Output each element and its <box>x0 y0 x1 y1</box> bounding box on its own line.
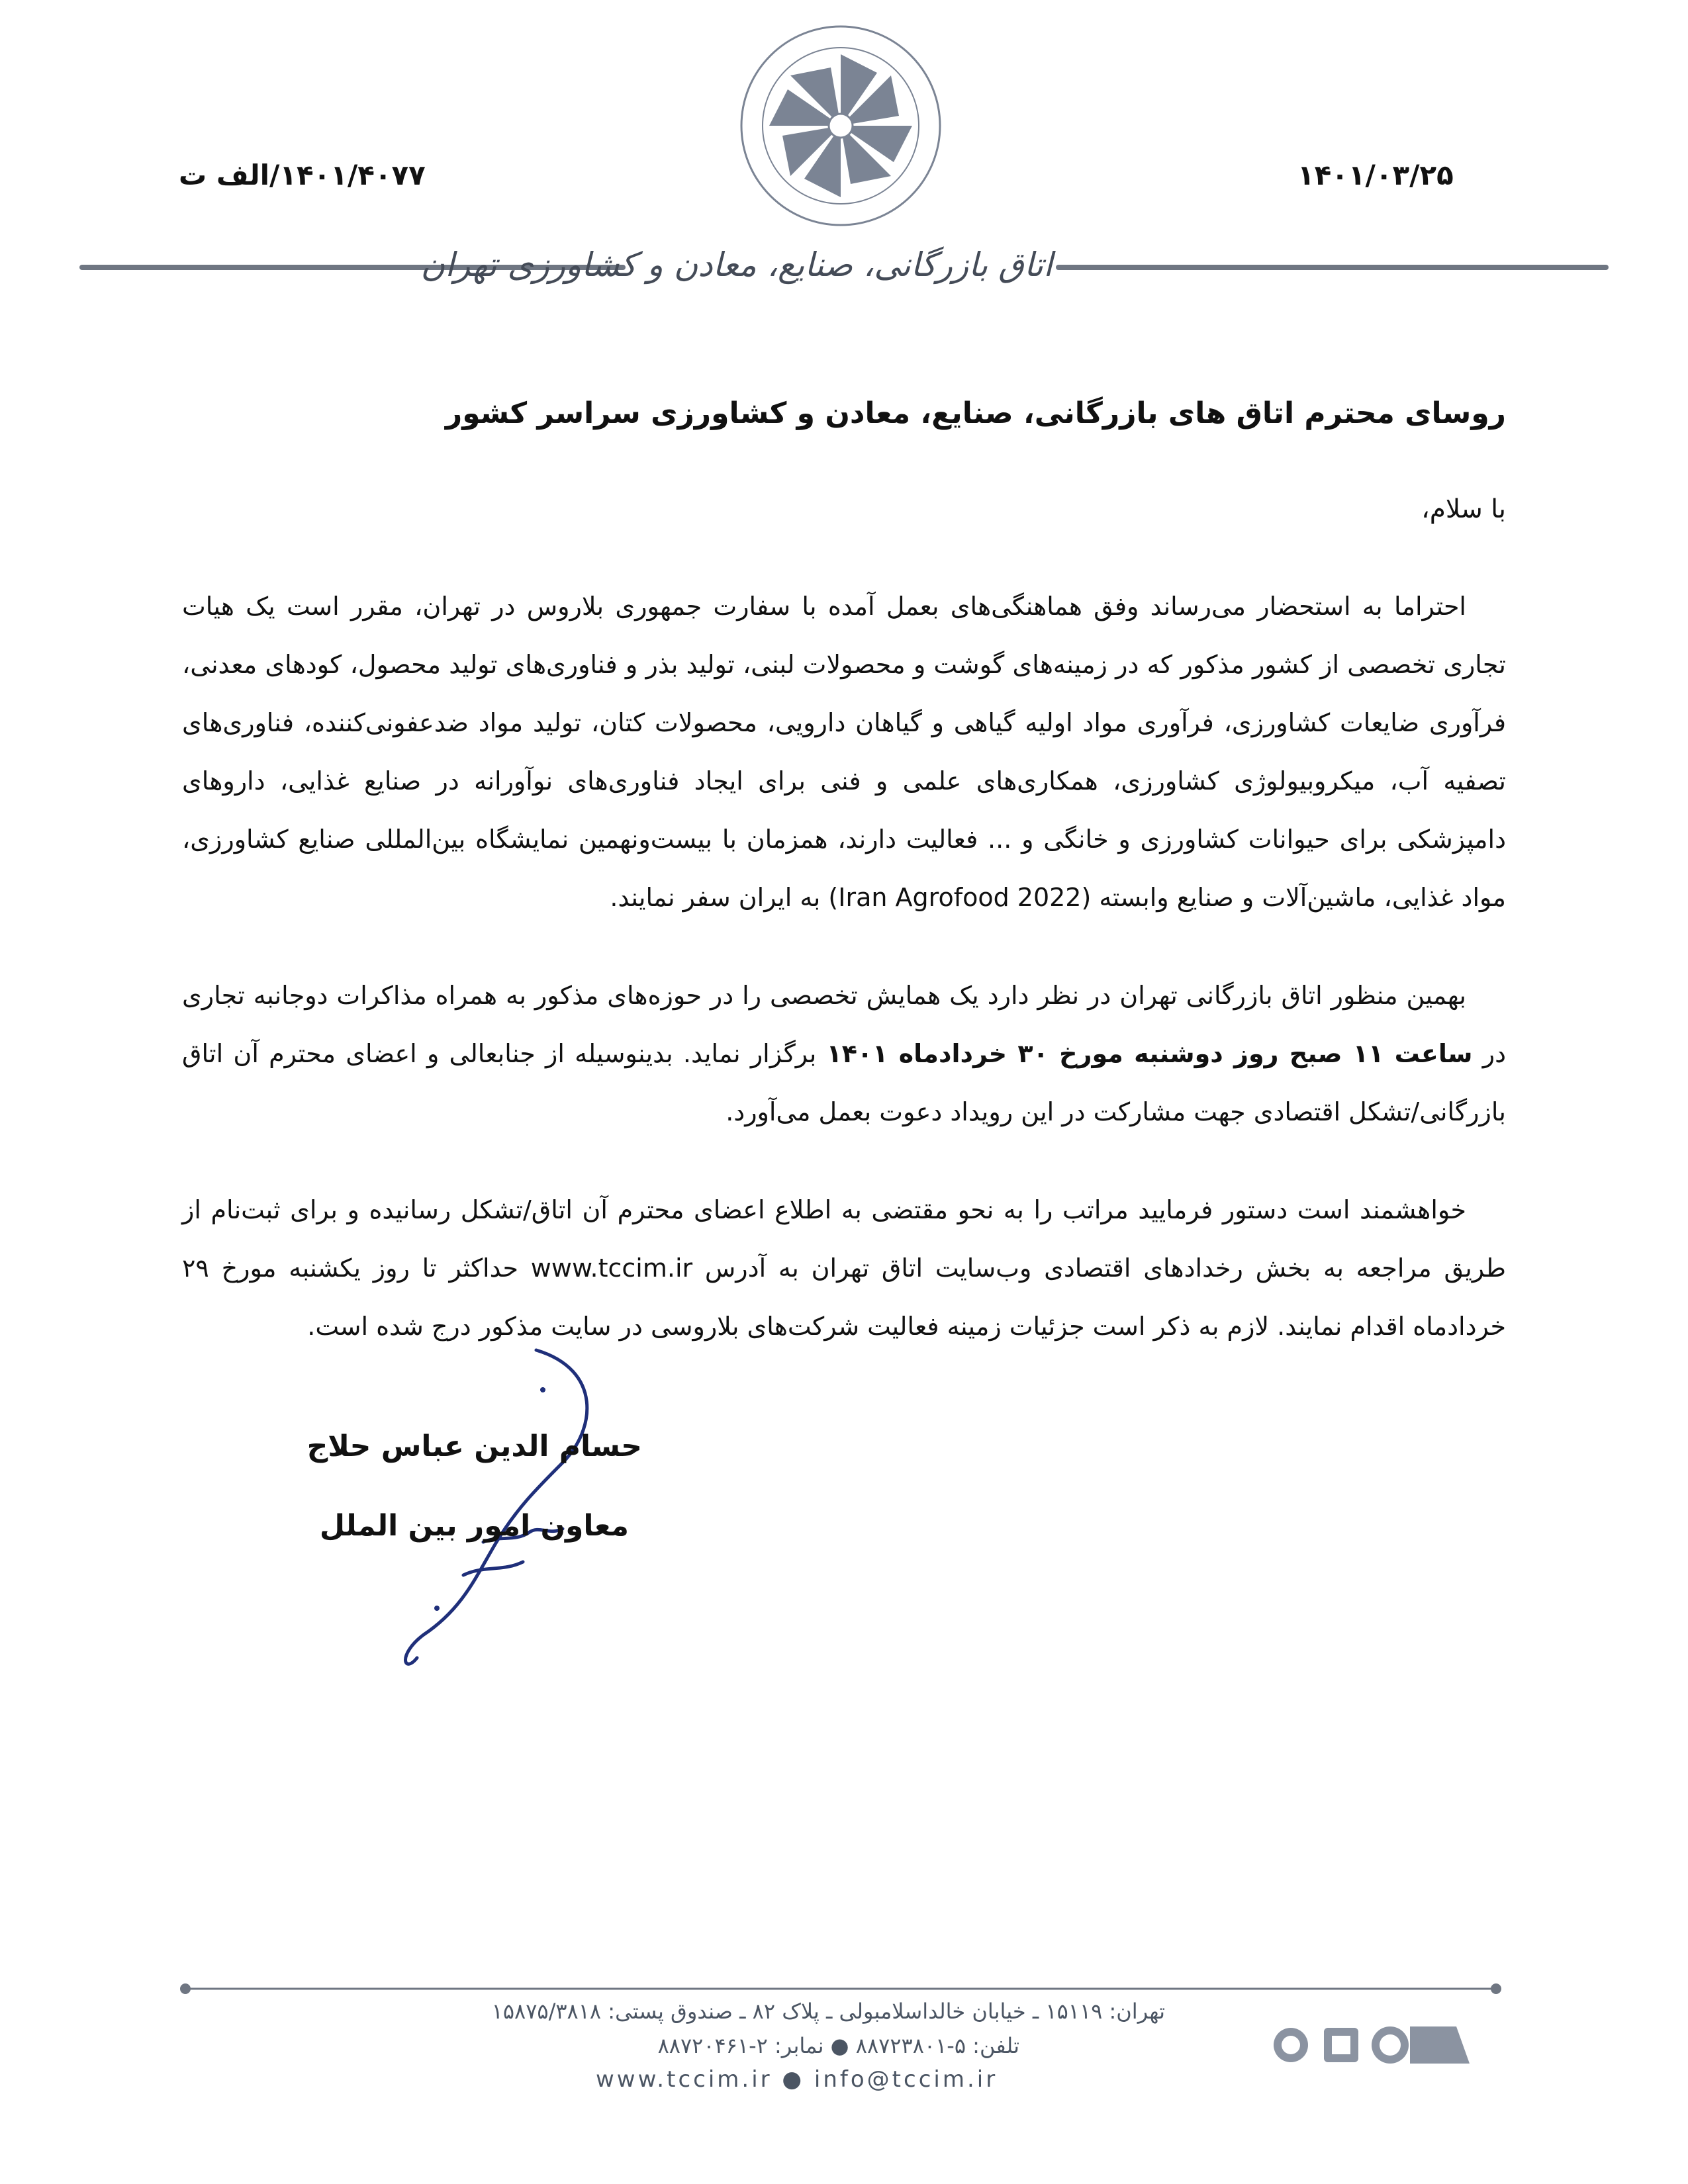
paragraph-2-end: برگزار نماید. بدینوسیله از جنابعالی و اعضای محترم آن اتاق بازرگانی/تشکل اقتصادی جهت مشارکت در این رویداد دعوت بعمل می‌آورد. <box>182 1039 1506 1126</box>
footer-web: www.tccim.ir ● info@tccim.ir <box>596 2066 998 2093</box>
footer-rule <box>179 1982 1503 1995</box>
signer-title: معاون امور بین الملل <box>319 1509 629 1543</box>
greeting: با سلام، <box>1421 494 1506 524</box>
signer-name: حسام الدین عباس حلاج <box>306 1430 642 1463</box>
event-datetime: ساعت ۱۱ صبح روز دوشنبه مورخ ۳۰ خردادماه ۱۴۰۱ <box>826 1039 1473 1068</box>
footer-address: تهران: ۱۵۱۱۹ ـ خیابان خالداسلامبولی ـ پلاک ۸۲ ـ صندوق پستی: ۱۵۸۷۵/۳۸۱۸ <box>491 1999 1165 2024</box>
certification-logos <box>1264 2012 1476 2078</box>
paragraph-2 <box>182 966 1506 1141</box>
reference-number: ۱۴۰۱/۴۰۷۷/الف ت <box>179 159 426 191</box>
chamber-logo <box>728 13 953 238</box>
footer-phone: تلفن: ۵-۸۸۷۲۳۸۰۱ ● نمابر: ۲-۸۸۷۲۰۴۶۱ <box>657 2033 1019 2058</box>
recipient-heading: روسای محترم اتاق های بازرگانی، صنایع، معادن و کشاورزی سراسر کشور <box>445 396 1506 430</box>
header-rule-right <box>1056 265 1609 270</box>
paragraph-1: احتراما به استحضار می‌رساند وفق هماهنگی‌های بعمل آمده با سفارت جمهوری بلاروس در تهران، مقرر است یک هیات تجاری تخصصی از کشور مذکور که در زمینه‌های گوشت و محصولات لبنی، تولید بذر و فناوری‌های تولید محصول، کودهای معدنی، فرآوری ضایعات کشاورزی، فرآوری مواد اولیه گیاهی و گیاهان دارویی، محصولات کتان، تولید مواد ضدعفونی‌کننده، فناوری‌های تصفیه آب، میکروبیولوژی کشاورزی، همکاری‌های علمی و فنی برای ایجاد فناوری‌های نوآورانه در صنایع غذایی، داروهای دامپزشکی برای حیوانات کشاورزی و خانگی و ... فعالیت دارند، همزمان با بیست‌ونهمین نمایشگاه بین‌المللی صنایع کشاورزی، مواد غذایی، ماشین‌آلات و صنایع وابسته (Iran Agrofood 2022) به ایران سفر نمایند. <box>182 592 1506 912</box>
paragraph-2-start: بهمین منظور اتاق بازرگانی تهران در نظر دارد یک همایش تخصصی را در حوزه‌های مذکور به همراه مذاکرات دوجانبه تجاری در <box>182 981 1507 1068</box>
paragraph-3: خواهشمند است دستور فرمایید مراتب را به نحو مقتضی به اطلاع اعضای محترم آن اتاق/تشکل رسانیده و برای ثبت‌نام از طریق مراجعه به بخش رخدادهای اقتصادی وب‌سایت اتاق تهران به آدرس www.tccim.ir حداکثر تا روز یکشنبه مورخ ۲۹ خردادماه اقدام نمایند. لازم به ذکر است جزئیات زمینه فعالیت شرکت‌های بلاروسی در سایت مذکور درج شده است. <box>182 1195 1506 1341</box>
organization-name: اتاق بازرگانی، صنایع، معادن و کشاورزی تهران <box>420 246 1053 284</box>
letter-body <box>182 390 1506 1395</box>
letter-date: ۱۴۰۱/۰۳/۲۵ <box>1297 159 1454 191</box>
